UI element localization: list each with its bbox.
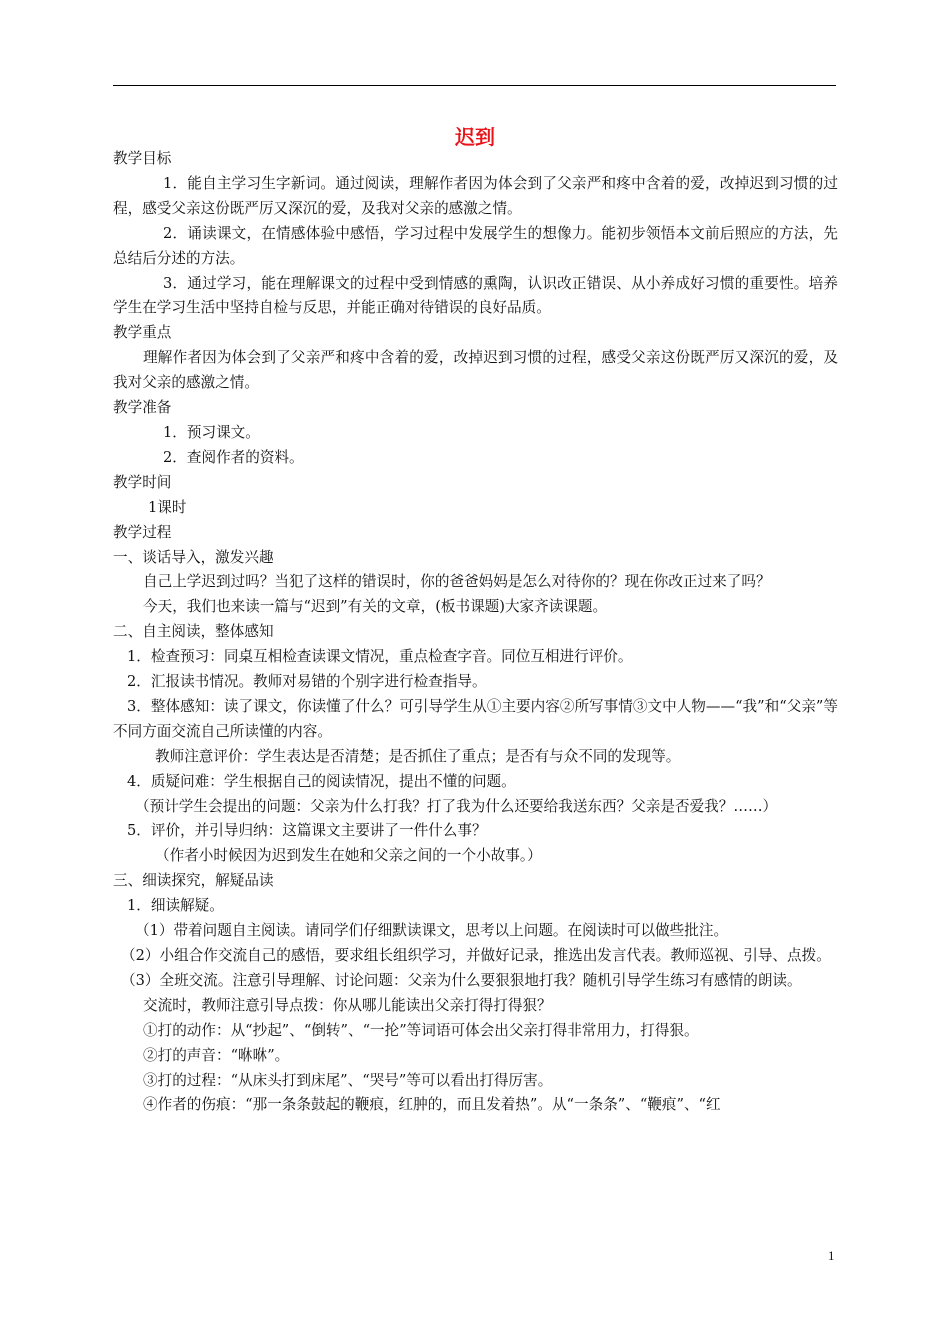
focus-paragraph: 理解作者因为体会到了父亲严和疼中含着的爱，改掉迟到习惯的过程，感受父亲这份既严厉又深沉的爱，及我对父亲的感激之情。 [113, 349, 838, 392]
part3-point-1: ①打的动作：从“抄起”、“倒转”、“一抡”等词语可体会出父亲打得非常用力，打得狠。 [143, 1021, 699, 1039]
part3-point-4: ④作者的伤痕：“那一条条鼓起的鞭痕，红肿的，而且发着热”。从“一条条”、“鞭痕”、“红 [143, 1096, 721, 1114]
section-heading-prep: 教学准备 [113, 399, 172, 417]
part1-paragraph-2: 今天，我们也来读一篇与“迟到”有关的文章，(板书课题)大家齐读课题。 [143, 598, 608, 616]
part3-guide: 交流时，教师注意引导点拨：你从哪儿能读出父亲打得打得狠？ [143, 996, 552, 1014]
goal-item-1: 1．能自主学习生字新词。通过阅读，理解作者因为体会到了父亲严和疼中含着的爱，改掉迟到习惯的过程，感受父亲这份既严厉又深沉的爱，及我对父亲的感激之情。 [113, 174, 838, 217]
part2-item-3: 3．整体感知：读了课文，你读懂了什么？可引导学生从①主要内容②所写事情③文中人物——“我”和“父亲”等不同方面交流自己所读懂的内容。 [113, 697, 838, 740]
part2-note: 教师注意评价：学生表达是否清楚；是否抓住了重点；是否有与众不同的发现等。 [155, 747, 681, 765]
part2-heading: 二、自主阅读，整体感知 [113, 623, 274, 641]
document-body [113, 147, 838, 1118]
section-heading-process: 教学过程 [113, 523, 172, 541]
part2-prediction: （预计学生会提出的问题：父亲为什么打我？打了我为什么还要给我送东西？父亲是否爱我？……） [135, 797, 778, 815]
part3-point-2: ②打的声音：“咻咻”。 [143, 1046, 290, 1064]
part2-answer: （作者小时候因为迟到发生在她和父亲之间的一个小故事。） [155, 847, 542, 865]
part3-subitem-3: （3）全班交流。注意引导理解、讨论问题：父亲为什么要狠狠地打我？随机引导学生练习有感情的朗读。 [121, 971, 802, 989]
page-number: 1 [828, 1248, 835, 1263]
goal-item-3: 3．通过学习，能在理解课文的过程中受到情感的熏陶，认识改正错误、从小养成好习惯的重要性。培养学生在学习生活中坚持自检与反思，并能正确对待错误的良好品质。 [113, 274, 838, 317]
section-heading-goals: 教学目标 [113, 150, 172, 167]
section-heading-focus: 教学重点 [113, 324, 172, 342]
part3-subitem-2: （2）小组合作交流自己的感悟，要求组长组织学习，并做好记录，推选出发言代表。教师巡视、引导、点拨。 [121, 947, 831, 964]
part3-heading: 三、细读探究，解疑品读 [113, 872, 274, 890]
part1-paragraph-1: 自己上学迟到过吗？当犯了这样的错误时，你的爸爸妈妈是怎么对待你的？现在你改正过来了吗？ [143, 573, 771, 591]
part3-point-3: ③打的过程：“从床头打到床尾”、“哭号”等可以看出打得厉害。 [143, 1071, 553, 1089]
prep-item-1: 1．预习课文。 [163, 423, 260, 441]
part2-item-1: 1．检查预习：同桌互相检查读课文情况，重点检查字音。同位互相进行评价。 [127, 648, 633, 666]
time-value: 1课时 [148, 498, 187, 516]
part3-subitem-1: （1）带着问题自主阅读。请同学们仔细默读课文，思考以上问题。在阅读时可以做些批注。 [135, 922, 729, 940]
part2-item-2: 2．汇报读书情况。教师对易错的个别字进行检查指导。 [127, 673, 487, 691]
part1-heading: 一、谈话导入，激发兴趣 [113, 548, 274, 566]
part3-item-1: 1．细读解疑。 [127, 897, 224, 915]
prep-item-2: 2．查阅作者的资料。 [163, 448, 304, 466]
document-title: 迟到 [455, 125, 495, 149]
goal-item-2: 2．诵读课文，在情感体验中感悟，学习过程中发展学生的想像力。能初步领悟本文前后照应的方法，先总结后分述的方法。 [113, 224, 838, 267]
section-heading-time: 教学时间 [113, 473, 172, 491]
part2-item-5: 5．评价，并引导归纳：这篇课文主要讲了一件什么事？ [127, 822, 487, 840]
header-rule [113, 85, 836, 86]
part2-item-4: 4．质疑问难：学生根据自己的阅读情况，提出不懂的问题。 [127, 772, 516, 790]
